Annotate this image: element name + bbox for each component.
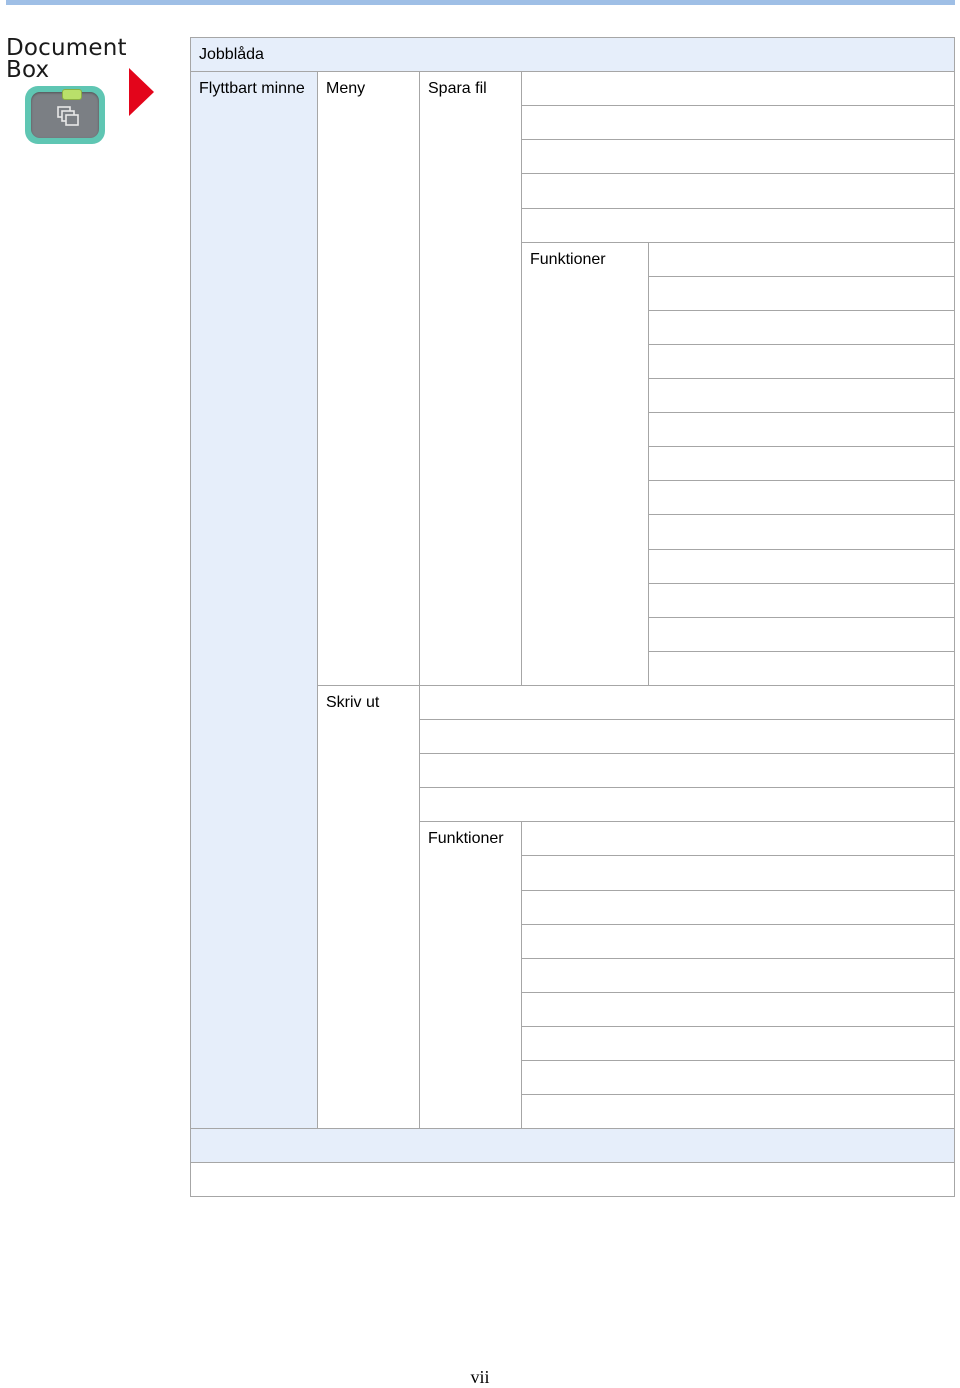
menu-item-meny: Meny: [317, 71, 420, 686]
top-rule: [6, 0, 955, 5]
menu-item-utskrift-option: [521, 890, 955, 925]
menu-item-skriv-option: [419, 719, 955, 754]
document-box-title: [6, 37, 127, 81]
menu-item-utskrift-option: [521, 855, 955, 891]
title-line-1: Document: [6, 35, 127, 61]
menu-item-skriv-option: [419, 787, 955, 822]
key-indicator-light: [62, 89, 82, 100]
menu-item-funktion-option: [648, 310, 955, 345]
menu-item-utskrift-option: [521, 992, 955, 1027]
menu-item-funktion-option: [648, 583, 955, 618]
menu-item-funktion-option: [648, 344, 955, 379]
menu-item-spara-option: [521, 173, 955, 209]
key-face: [31, 92, 99, 138]
menu-item-skriv-option: [419, 685, 955, 720]
menu-item-subadressbox: [190, 1128, 955, 1163]
menu-item-funktioner: Funktioner: [521, 242, 649, 686]
menu-item-funktioner-utskrift: Funktioner: [419, 821, 522, 1129]
menu-item-funktion-option: [648, 242, 955, 277]
menu-item-spara-option: [521, 105, 955, 140]
menu-item-flyttbart-minne: Flyttbart minne: [190, 71, 318, 1129]
menu-item-spara-option: [521, 139, 955, 174]
menu-item-utskrift-option: [521, 1026, 955, 1061]
menu-item-funktion-option: [648, 446, 955, 481]
document-box-icon: [57, 106, 79, 126]
menu-item-funktion-option: [648, 514, 955, 550]
menu-item-funktion-option: [648, 412, 955, 447]
menu-item-funktion-option: [648, 617, 955, 652]
menu-item-utskrift-option: [521, 924, 955, 959]
menu-item-jobblada: Jobblåda: [190, 37, 955, 72]
menu-item-utskrift-option: [521, 1094, 955, 1129]
menu-item-skriv-option: [419, 753, 955, 788]
menu-item-utskrift-option: [521, 821, 955, 856]
menu-item-spara-fil: Spara fil: [419, 71, 522, 686]
menu-item-utskrift-option: [521, 958, 955, 993]
title-line-2: Box: [6, 57, 50, 83]
menu-item-funktion-option: [648, 549, 955, 584]
menu-item-utskrift-option: [521, 1060, 955, 1095]
document-box-key: [25, 86, 105, 144]
menu-item-spara-option: [521, 71, 955, 106]
menu-item-skriv-ut: Skriv ut: [317, 685, 420, 1129]
menu-item-funktion-option: [648, 480, 955, 515]
red-arrow-icon: [129, 68, 154, 116]
menu-item-funktion-option: [648, 651, 955, 686]
menu-item-funktion-option: [648, 378, 955, 413]
menu-item-pollningslada: [190, 1162, 955, 1197]
page-number: vii: [470, 1367, 490, 1387]
menu-item-spara-option: [521, 208, 955, 243]
menu-item-funktion-option: [648, 276, 955, 311]
